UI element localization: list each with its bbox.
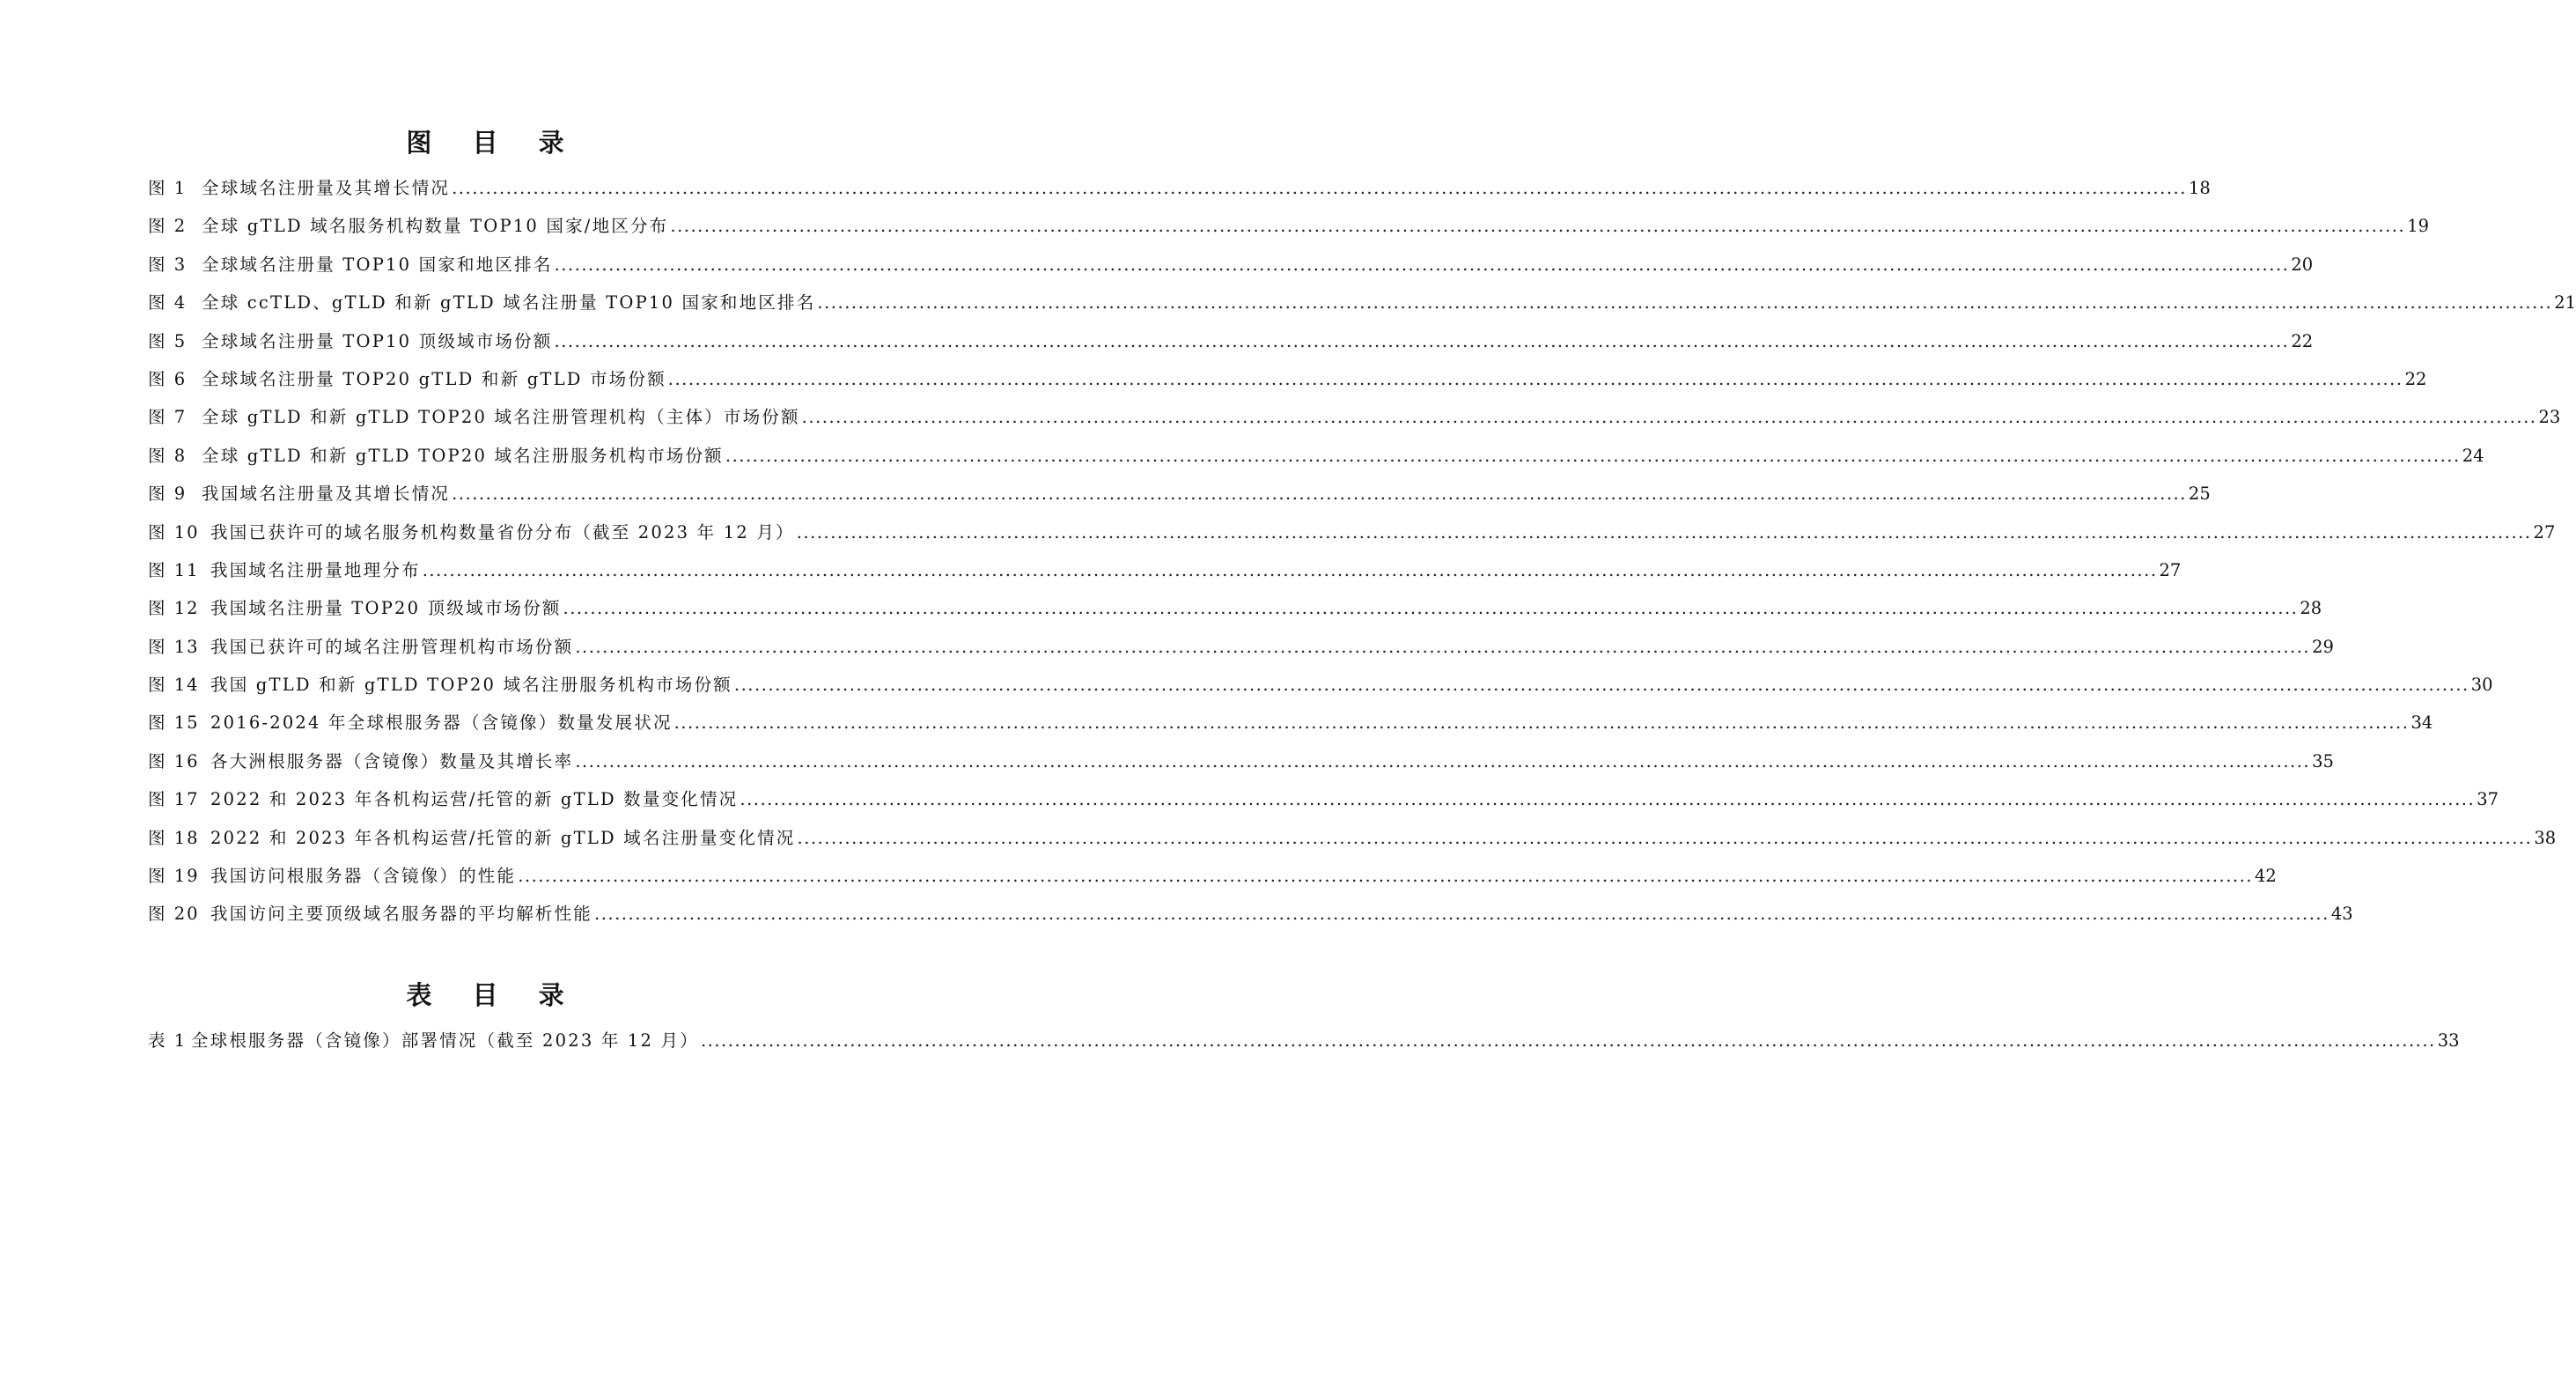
dot-leader (734, 668, 2469, 703)
dot-leader (674, 705, 2410, 741)
figure-entry-number: 图 16 (148, 750, 200, 771)
figure-entry-title: 全球域名注册量 TOP20 gTLD 和新 gTLD 市场份额 (202, 368, 666, 389)
figure-entry[interactable] (148, 553, 2182, 591)
table-entry[interactable] (148, 1023, 2460, 1061)
figure-entry-number: 图 12 (148, 598, 200, 619)
figure-entry-number: 图 11 (148, 559, 200, 580)
figure-entry-title: 2022 和 2023 年各机构运营/托管的新 gTLD 域名注册量变化情况 (210, 827, 796, 848)
dot-leader (797, 515, 2532, 550)
dot-leader (802, 400, 2537, 435)
figure-entry-title: 全球 gTLD 域名服务机构数量 TOP10 国家/地区分布 (202, 216, 669, 237)
figure-entry[interactable] (148, 439, 2484, 476)
figure-entry-number: 图 4 (148, 292, 188, 314)
dot-leader (701, 1023, 2436, 1059)
dot-leader (563, 591, 2299, 626)
figure-entry-title: 全球 gTLD 和新 gTLD TOP20 域名注册管理机构（主体）市场份额 (202, 407, 800, 428)
figure-entry-page-number: 37 (2477, 789, 2499, 810)
figure-entry-number: 图 1 (148, 178, 188, 198)
dot-leader (740, 782, 2475, 817)
figure-entry-title: 我国 gTLD 和新 gTLD TOP20 域名注册服务机构市场份额 (210, 675, 732, 696)
figure-entry-number: 图 17 (148, 789, 200, 810)
figure-entry-page-number: 42 (2255, 866, 2277, 887)
figure-entry-number: 图 15 (148, 712, 200, 734)
figure-entry-page-number: 38 (2534, 827, 2557, 848)
figure-entry-page-number: 34 (2410, 712, 2433, 734)
figure-entry-page-number: 27 (2159, 559, 2182, 580)
figure-entry-title: 我国已获许可的域名注册管理机构市场份额 (210, 636, 574, 657)
figure-entry-title: 全球 gTLD 和新 gTLD TOP20 域名注册服务机构市场份额 (202, 445, 724, 466)
figure-entry-number: 图 10 (148, 521, 200, 543)
figure-entry-page-number: 29 (2312, 636, 2334, 657)
figure-entry[interactable] (148, 285, 2576, 323)
figure-entry-number: 图 14 (148, 675, 200, 696)
dot-leader (452, 171, 2187, 206)
figure-entry[interactable] (148, 782, 2499, 820)
figure-entry-number: 图 2 (148, 216, 188, 237)
figure-entry[interactable] (148, 171, 2211, 209)
figure-entry[interactable] (148, 897, 2353, 934)
figure-entry[interactable] (148, 247, 2314, 285)
figure-entry[interactable] (148, 821, 2557, 859)
dot-leader (452, 476, 2187, 512)
dot-leader (555, 324, 2290, 359)
figure-entry[interactable] (148, 705, 2433, 743)
figure-entry-page-number: 43 (2330, 904, 2353, 925)
figure-entry[interactable] (148, 476, 2211, 514)
dot-leader (575, 630, 2310, 665)
figure-entry[interactable] (148, 859, 2277, 897)
dot-leader (555, 247, 2290, 283)
figure-entry-title: 我国域名注册量及其增长情况 (202, 484, 451, 505)
figure-entry-page-number: 18 (2188, 178, 2211, 198)
figure-entry-page-number: 30 (2470, 675, 2493, 696)
dot-leader (575, 744, 2310, 779)
figure-entry[interactable] (148, 362, 2427, 400)
dot-leader (423, 553, 2158, 588)
figure-entry-title: 2016-2024 年全球根服务器（含镜像）数量发展状况 (210, 712, 673, 734)
dot-leader (817, 285, 2552, 321)
table-entry-number: 表 1 (148, 1030, 188, 1051)
figure-entry-page-number: 19 (2407, 216, 2430, 237)
figure-entry-title: 各大洲根服务器（含镜像）数量及其增长率 (210, 750, 574, 771)
dot-leader (668, 362, 2403, 397)
figure-entry[interactable] (148, 515, 2556, 553)
figure-entry-number: 图 18 (148, 827, 200, 848)
dot-leader (670, 209, 2405, 244)
figure-entry-title: 全球域名注册量 TOP10 顶级域市场份额 (202, 330, 553, 351)
figure-entry[interactable] (148, 400, 2561, 438)
dot-leader (725, 439, 2461, 474)
figure-entry[interactable] (148, 591, 2322, 629)
figure-entry-number: 图 7 (148, 407, 188, 428)
figure-entry-title: 2022 和 2023 年各机构运营/托管的新 gTLD 数量变化情况 (210, 789, 739, 810)
figure-entry-number: 图 8 (148, 445, 188, 466)
figure-entry-page-number: 22 (2404, 368, 2427, 389)
figure-entry-title: 我国域名注册量 TOP20 顶级域市场份额 (210, 598, 562, 619)
table-list-heading: 表 目 录 (406, 980, 580, 1010)
table-entry-page-number: 33 (2437, 1030, 2460, 1051)
figure-entry-page-number: 20 (2291, 254, 2314, 275)
figure-entry-number: 图 13 (148, 636, 200, 657)
figure-list (148, 171, 2576, 935)
figure-entry[interactable] (148, 744, 2334, 782)
figure-entry[interactable] (148, 209, 2430, 247)
figure-entry-page-number: 28 (2300, 598, 2322, 619)
figure-entry-page-number: 25 (2188, 484, 2211, 505)
figure-entry-number: 图 5 (148, 330, 188, 351)
figure-entry-title: 全球 ccTLD、gTLD 和新 gTLD 域名注册量 TOP10 国家和地区排名 (202, 292, 816, 314)
figure-entry-number: 图 3 (148, 254, 188, 275)
table-entry-title: 全球根服务器（含镜像）部署情况（截至 2023 年 12 月） (191, 1030, 699, 1051)
figure-entry-title: 我国域名注册量地理分布 (210, 559, 421, 580)
figure-list-heading: 图 目 录 (406, 128, 580, 158)
figure-entry-number: 图 19 (148, 866, 200, 887)
figure-entry-page-number: 21 (2554, 292, 2576, 314)
figure-entry-number: 图 9 (148, 484, 188, 505)
figure-entry-number: 图 20 (148, 904, 200, 925)
dot-leader (518, 859, 2253, 894)
figure-entry-number: 图 6 (148, 368, 188, 389)
figure-entry-page-number: 27 (2533, 521, 2556, 543)
figure-entry-title: 我国已获许可的域名服务机构数量省份分布（截至 2023 年 12 月） (210, 521, 795, 543)
table-list (148, 1023, 2460, 1061)
dot-leader (594, 897, 2329, 932)
figure-entry-page-number: 35 (2312, 750, 2334, 771)
figure-entry-page-number: 24 (2462, 445, 2484, 466)
figure-entry-title: 全球域名注册量 TOP10 国家和地区排名 (202, 254, 553, 275)
figure-entry[interactable] (148, 630, 2334, 668)
figure-entry-page-number: 23 (2538, 407, 2561, 428)
figure-entry-page-number: 22 (2291, 330, 2314, 351)
dot-leader (798, 821, 2533, 856)
figure-entry[interactable] (148, 324, 2314, 362)
figure-entry-title: 我国访问主要顶级域名服务器的平均解析性能 (210, 904, 593, 925)
figure-entry-title: 我国访问根服务器（含镜像）的性能 (210, 866, 517, 887)
figure-entry[interactable] (148, 668, 2493, 705)
figure-entry-title: 全球域名注册量及其增长情况 (202, 178, 451, 198)
